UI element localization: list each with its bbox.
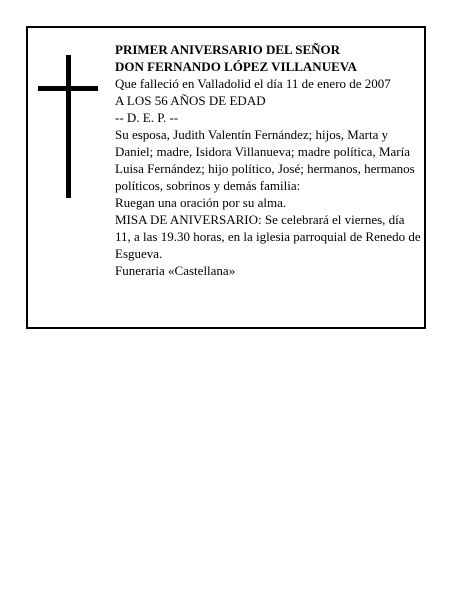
notice-title-line2: DON FERNANDO LÓPEZ VILLANUEVA [115,59,357,74]
cross-vertical-bar [66,55,71,198]
notice-title-line1: PRIMER ANIVERSARIO DEL SEÑOR [115,42,341,57]
funeral-home: Funeraria «Castellana» [115,263,236,278]
rip-line: -- D. E. P. -- [115,110,179,125]
prayer-request: Ruegan una oración por su alma. [115,195,287,210]
death-info: Que falleció en Valladolid el día 11 de enero de 2007 [115,76,391,91]
obituary-notice [26,26,426,329]
mass-info: MISA DE ANIVERSARIO: Se celebrará el viernes, día 11, a las 19.30 horas, en la iglesia parroquial de Renedo de Esgueva. [115,212,421,261]
age-info: A LOS 56 AÑOS DE EDAD [115,93,266,108]
cross-horizontal-bar [38,86,98,91]
notice-text [115,41,423,279]
cross-icon [38,55,98,198]
family-list: Su esposa, Judith Valentín Fernández; hijos, Marta y Daniel; madre, Isidora Villanueva; madre política, María Luisa Fernández; hijo político, José; hermanos, hermanos políticos, sobrinos y demás familia: [115,127,415,193]
